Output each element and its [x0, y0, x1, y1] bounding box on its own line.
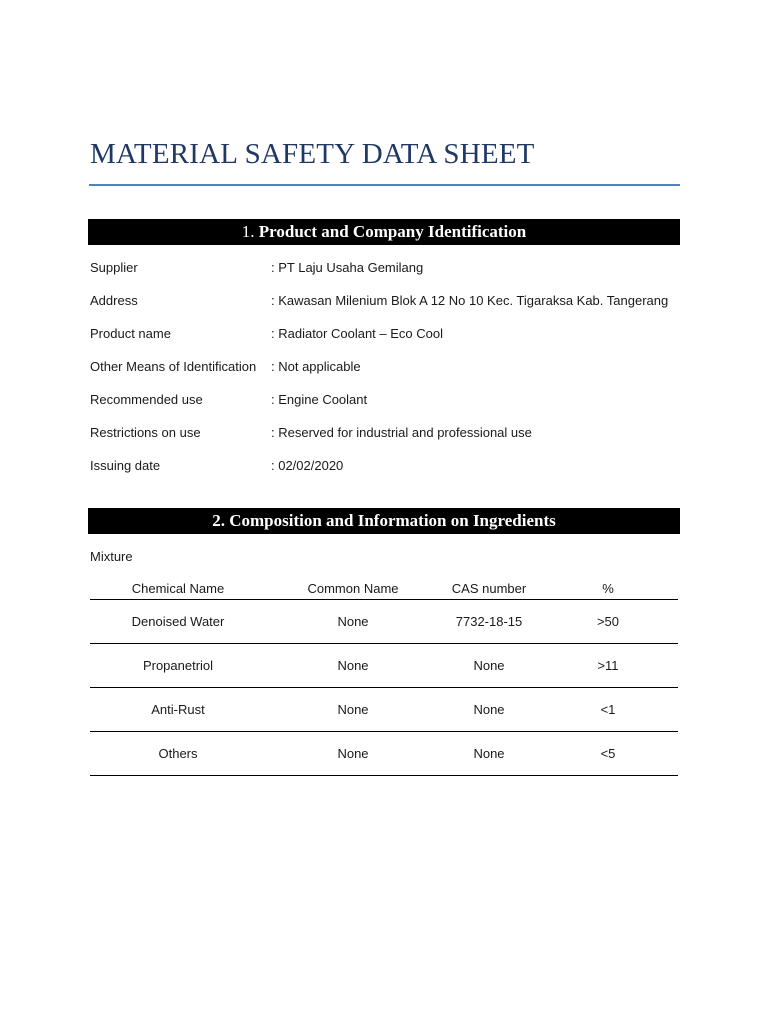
section-1-title: Product and Company Identification [258, 222, 527, 241]
cell-chemical-name: Anti-Rust [90, 688, 266, 732]
info-value: : Engine Coolant [271, 392, 368, 407]
info-row-restrictions [90, 423, 690, 456]
cell-common-name: None [266, 688, 440, 732]
info-label: Product name [90, 326, 171, 341]
info-value: : Not applicable [271, 359, 361, 374]
info-row-other-means [90, 357, 690, 390]
cell-cas-number: None [440, 732, 538, 776]
section-2-number: 2. [212, 511, 225, 530]
table-row [90, 688, 678, 732]
table-row [90, 732, 678, 776]
cell-cas-number: None [440, 688, 538, 732]
identification-list [90, 258, 690, 489]
header-common-name: Common Name [266, 578, 440, 600]
info-row-product-name [90, 324, 690, 357]
cell-chemical-name: Propanetriol [90, 644, 266, 688]
info-value: : Radiator Coolant – Eco Cool [271, 326, 443, 341]
composition-table [90, 578, 678, 776]
info-label: Recommended use [90, 392, 203, 407]
document-title: MATERIAL SAFETY DATA SHEET [90, 138, 535, 170]
cell-common-name: None [266, 732, 440, 776]
cell-cas-number: 7732-18-15 [440, 600, 538, 644]
cell-cas-number: None [440, 644, 538, 688]
section-2-title: Composition and Information on Ingredients [229, 511, 556, 530]
mixture-label: Mixture [90, 549, 133, 564]
section-1-number: 1. [241, 222, 255, 241]
info-label: Issuing date [90, 458, 161, 473]
cell-percent: >50 [538, 600, 678, 644]
cell-chemical-name: Others [90, 732, 266, 776]
cell-common-name: None [266, 600, 440, 644]
info-value: : PT Laju Usaha Gemilang [271, 260, 424, 275]
info-label: Supplier [90, 260, 138, 275]
info-row-address [90, 291, 690, 324]
info-value: : 02/02/2020 [271, 458, 344, 473]
info-value: : Kawasan Milenium Blok A 12 No 10 Kec. Tigaraksa Kab. Tangerang [271, 293, 669, 308]
table-row [90, 600, 678, 644]
table-header-row [90, 578, 678, 600]
header-chemical-name: Chemical Name [90, 578, 266, 600]
section-2-header [88, 508, 680, 534]
info-label: Other Means of Identification [90, 359, 257, 374]
cell-percent: <1 [538, 688, 678, 732]
header-percent: % [538, 578, 678, 600]
cell-percent: >11 [538, 644, 678, 688]
info-row-issuing-date [90, 456, 690, 489]
info-row-supplier [90, 258, 690, 291]
info-label: Restrictions on use [90, 425, 201, 440]
info-label: Address [90, 293, 138, 308]
table-row [90, 644, 678, 688]
cell-percent: <5 [538, 732, 678, 776]
cell-chemical-name: Denoised Water [90, 600, 266, 644]
header-cas-number: CAS number [440, 578, 538, 600]
info-row-recommended-use [90, 390, 690, 423]
section-1-header [88, 219, 680, 245]
cell-common-name: None [266, 644, 440, 688]
title-underline [89, 184, 680, 186]
info-value: : Reserved for industrial and professional use [271, 425, 532, 440]
